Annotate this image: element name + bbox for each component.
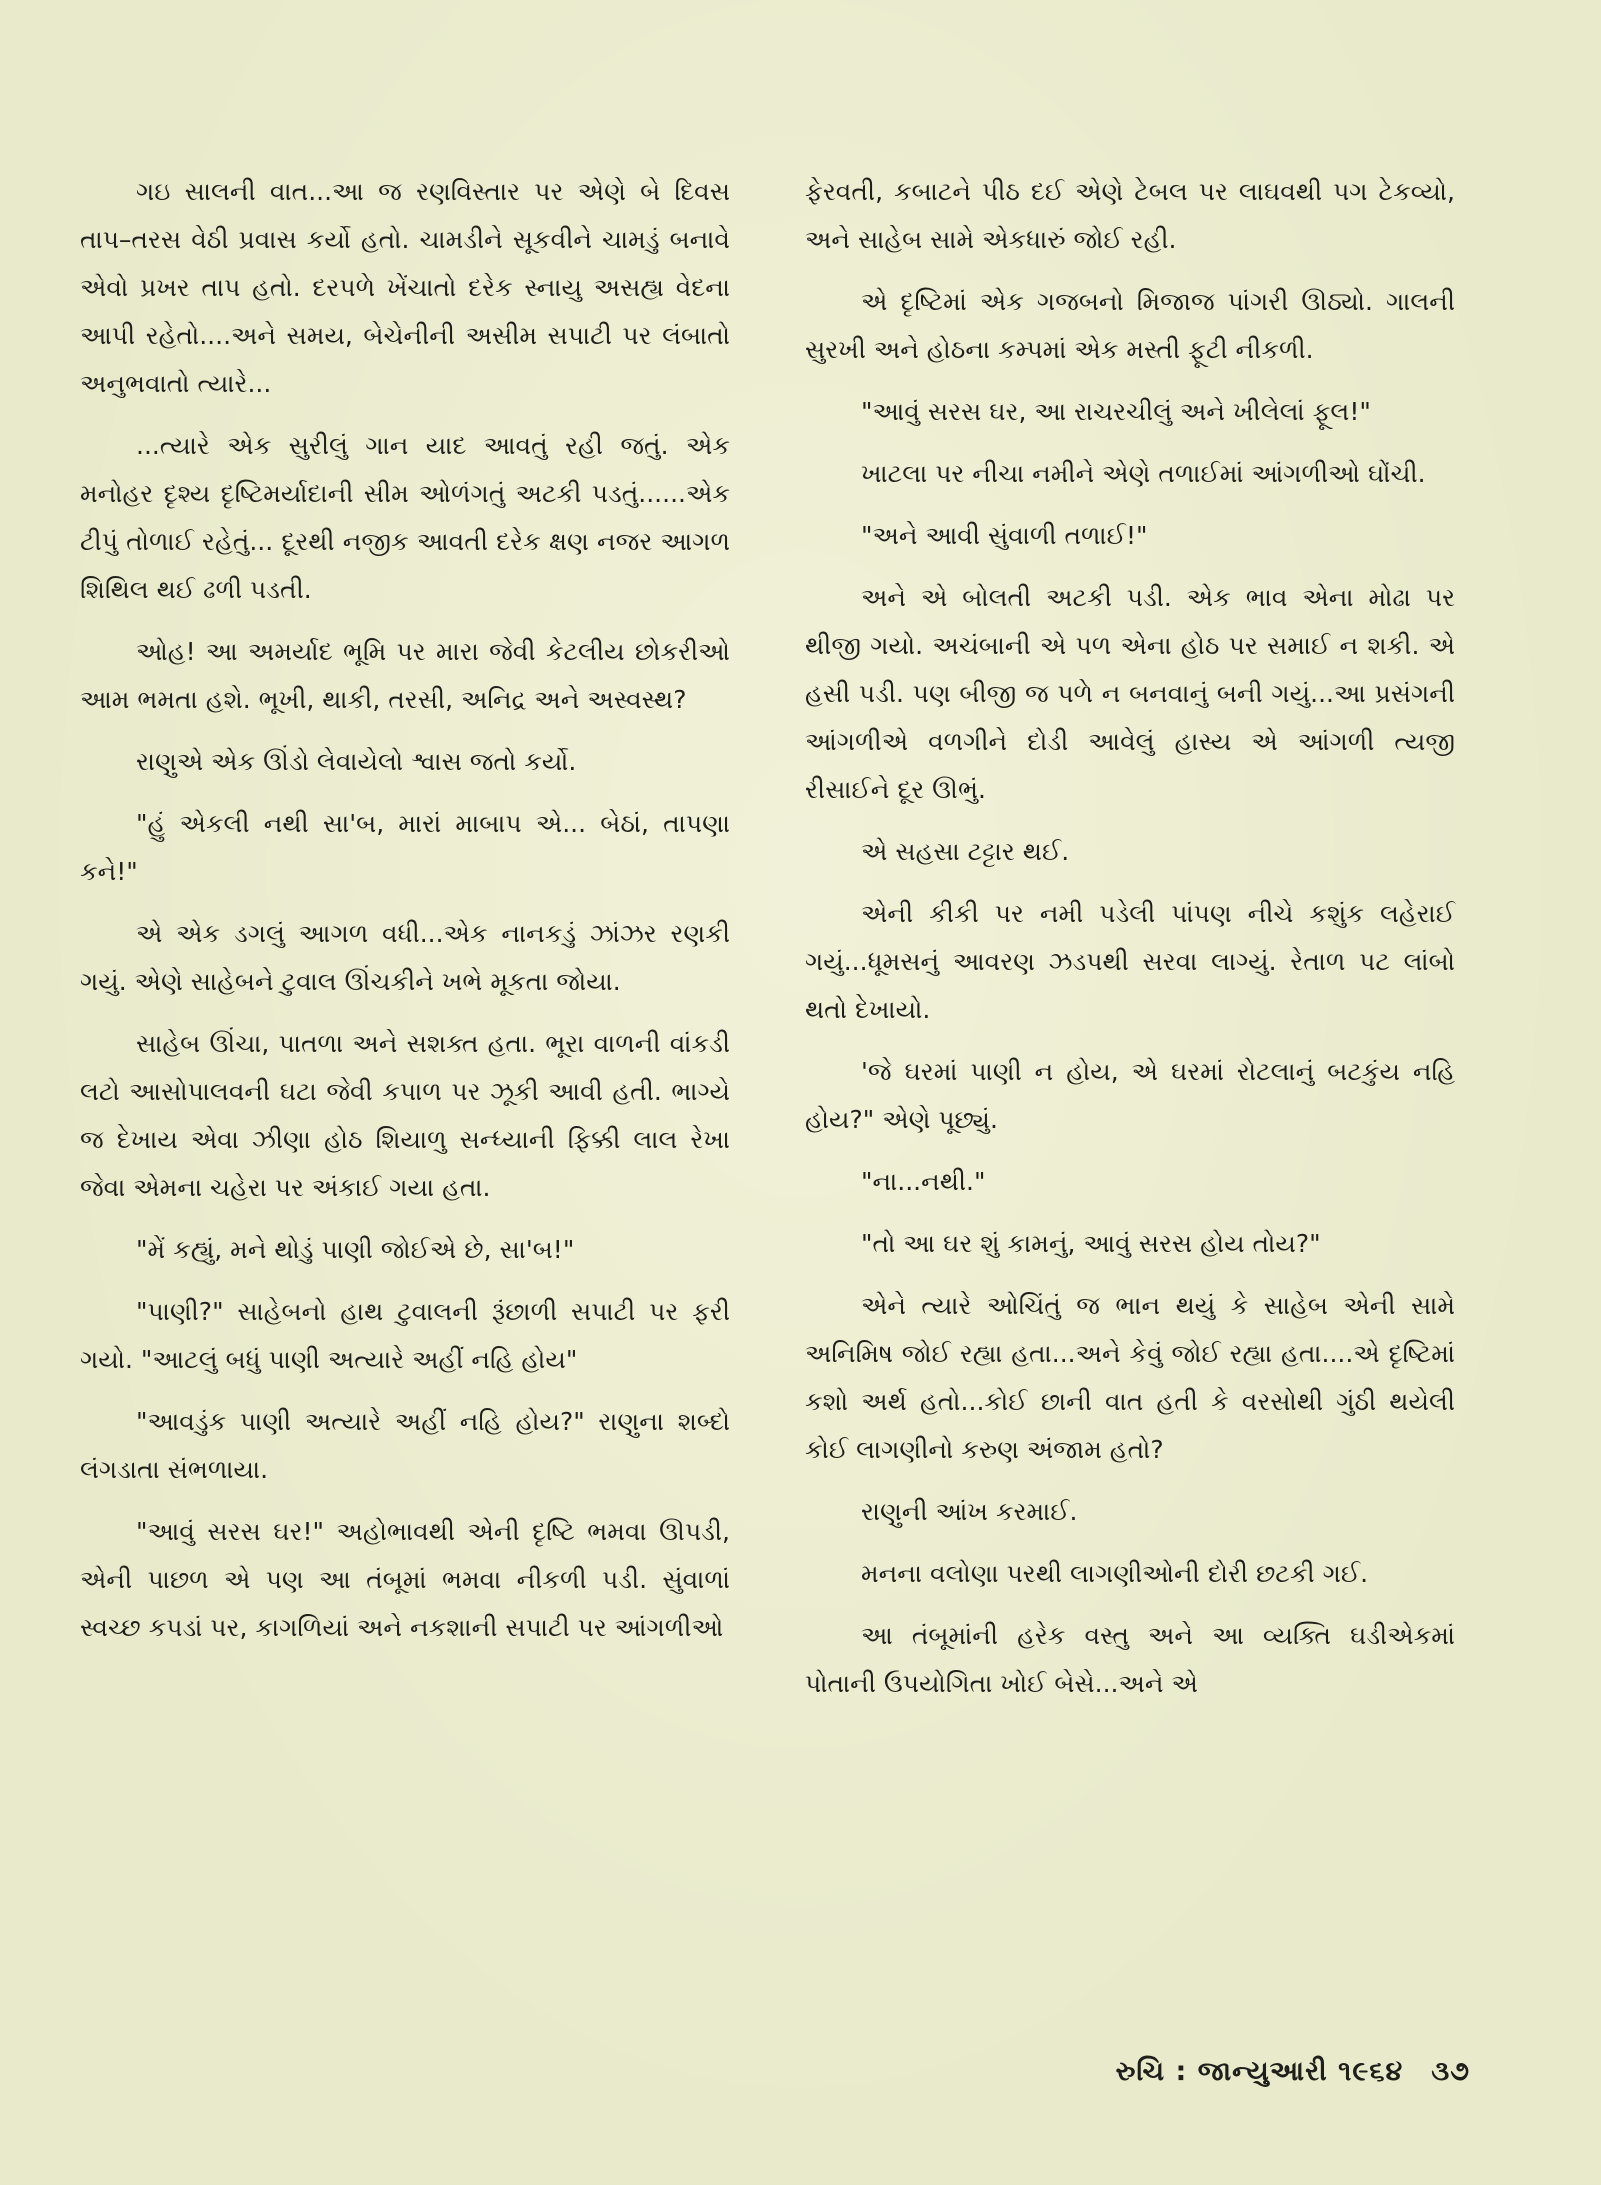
- paragraph: અને એ બોલતી અટકી પડી. એક ભાવ એના મોઢા પર થીજી ગયો. અચંબાની એ પળ એના હોઠ પર સમાઈ ન શકી. એ હસી પડી. પણ બીજી જ પળે ન બનવાનું બની ગયું...આ પ્રસંગની આંગળીએ વળગીને દોડી આવેલું હાસ્ય એ આંગળી ત્યજી રીસાઈને દૂર ઊભું.: [805, 583, 1455, 804]
- paragraph: ...ત્યારે એક સુરીલું ગાન યાદ આવતું રહી જતું. એક મનોહર દૃશ્ય દૃષ્ટિમર્યાદાની સીમ ઓળંગતું અટકી પડતું......એક ટીપું તોળાઈ રહેતું... દૂરથી નજીક આવતી દરેક ક્ષણ નજર આગળ શિથિલ થઈ ઢળી પડતી.: [80, 431, 730, 604]
- paragraph: "આવું સરસ ઘર, આ રાચરચીલું અને ખીલેલાં ફૂલ!": [861, 397, 1371, 426]
- magazine-issue-label: રુચિ : જાન્યુઆરી ૧૯૬૪: [1115, 2056, 1404, 2087]
- paragraph: મનના વલોણા પરથી લાગણીઓની દોરી છટકી ગઈ.: [861, 1559, 1369, 1588]
- right-text-column: [805, 168, 1455, 1722]
- paragraph: "પાણી?" સાહેબનો હાથ ટુવાલની રૂંછાળી સપાટી પર ફરી ગયો. "આટલું બધું પાણી અત્યારે અહીં નહિ હોય": [80, 1297, 730, 1374]
- paragraph: ખાટલા પર નીચા નમીને એણે તળાઈમાં આંગળીઓ ઘોંચી.: [861, 459, 1426, 488]
- paragraph: રાણુએ એક ઊંડો લેવાયેલો શ્વાસ જતો કર્યો.: [136, 747, 577, 776]
- paragraph: એ એક ડગલું આગળ વધી...એક નાનકડું ઝાંઝર રણકી ગયું. એણે સાહેબને ટુવાલ ઊંચકીને ખભે મૂકતા જોયા.: [80, 919, 730, 996]
- paragraph: "આવું સરસ ઘર!" અહોભાવથી એની દૃષ્ટિ ભમવા ઊપડી, એની પાછળ એ પણ આ તંબૂમાં ભમવા નીકળી પડી. સુંવાળાં સ્વચ્છ કપડાં પર, કાગળિયાં અને નકશાની સપાટી પર આંગળીઓ: [80, 1517, 730, 1642]
- paragraph: "આવડુંક પાણી અત્યારે અહીં નહિ હોય?" રાણુના શબ્દો લંગડાતા સંભળાયા.: [80, 1407, 730, 1484]
- paragraph: "મેં કહ્યું, મને થોડું પાણી જોઈએ છે, સા'બ!": [136, 1235, 575, 1264]
- page-footer: [1010, 2052, 1470, 2092]
- paragraph: "તો આ ઘર શું કામનું, આવું સરસ હોય તોય?": [861, 1229, 1321, 1258]
- paragraph: 'જે ઘરમાં પાણી ન હોય, એ ઘરમાં રોટલાનું બટકુંય નહિ હોય?" એણે પૂછ્યું.: [805, 1057, 1455, 1134]
- paragraph: આ તંબૂમાંની હરેક વસ્તુ અને આ વ્યક્તિ ઘડીએકમાં પોતાની ઉપયોગિતા ખોઈ બેસે...અને એ: [805, 1621, 1455, 1698]
- paragraph: એ સહસા ટટ્ટાર થઈ.: [861, 837, 1070, 866]
- paragraph: એની કીકી પર નમી પડેલી પાંપણ નીચે કશુંક લહેરાઈ ગયું...ધૂમસનું આવરણ ઝડપથી સરવા લાગ્યું. રેતાળ પટ લાંબો થતો દેખાયો.: [805, 899, 1455, 1024]
- paragraph: "હું એકલી નથી સા'બ, મારાં માબાપ એ... બેઠાં, તાપણા કને!": [80, 809, 730, 886]
- paragraph: ગઇ સાલની વાત...આ જ રણવિસ્તાર પર એણે બે દિવસ તાપ–તરસ વેઠી પ્રવાસ કર્યો હતો. ચામડીને સૂકવીને ચામડું બનાવે એવો પ્રખર તાપ હતો. દરપળે ખેંચાતો દરેક સ્નાયુ અસહ્ય વેદના આપી રહેતો....અને સમય, બેચેનીની અસીમ સપાટી પર લંબાતો અનુભવાતો ત્યારે...: [80, 177, 730, 398]
- paragraph: "ના...નથી.": [861, 1167, 986, 1196]
- paragraph: "અને આવી સુંવાળી તળાઈ!": [861, 521, 1148, 550]
- paragraph: એને ત્યારે ઓચિંતું જ ભાન થયું કે સાહેબ એની સામે અનિમિષ જોઈ રહ્યા હતા...અને કેવું જોઈ રહ્યા હતા....એ દૃષ્ટિમાં કશો અર્થ હતો...કોઈ છાની વાત હતી કે વરસોથી ગુંઠી થયેલી કોઈ લાગણીનો કરુણ અંજામ હતો?: [805, 1291, 1455, 1464]
- left-text-column: [80, 168, 730, 1666]
- paragraph: ફેરવતી, કબાટને પીઠ દઈ એણે ટેબલ પર લાઘવથી પગ ટેકવ્યો, અને સાહેબ સામે એકધારું જોઈ રહી.: [805, 177, 1455, 254]
- paragraph: એ દૃષ્ટિમાં એક ગજબનો મિજાજ પાંગરી ઊઠ્યો. ગાલની સુરખી અને હોઠના કમ્પમાં એક મસ્તી ફૂટી નીકળી.: [805, 287, 1455, 364]
- page-number: ૩૭: [1431, 2056, 1470, 2087]
- paragraph: સાહેબ ઊંચા, પાતળા અને સશક્ત હતા. ભૂરા વાળની વાંકડી લટો આસોપાલવની ઘટા જેવી કપાળ પર ઝૂકી આવી હતી. ભાગ્યે જ દેખાય એવા ઝીણા હોઠ શિયાળુ સન્ધ્યાની ફિક્કી લાલ રેખા જેવા એમના ચહેરા પર અંકાઈ ગયા હતા.: [80, 1029, 730, 1202]
- paragraph: ઓહ! આ અમર્યાદ ભૂમિ પર મારા જેવી કેટલીય છોકરીઓ આમ ભમતા હશે. ભૂખી, થાકી, તરસી, અનિદ્ર અને અસ્વસ્થ?: [80, 637, 730, 714]
- paragraph: રાણુની આંખ કરમાઈ.: [861, 1497, 1078, 1526]
